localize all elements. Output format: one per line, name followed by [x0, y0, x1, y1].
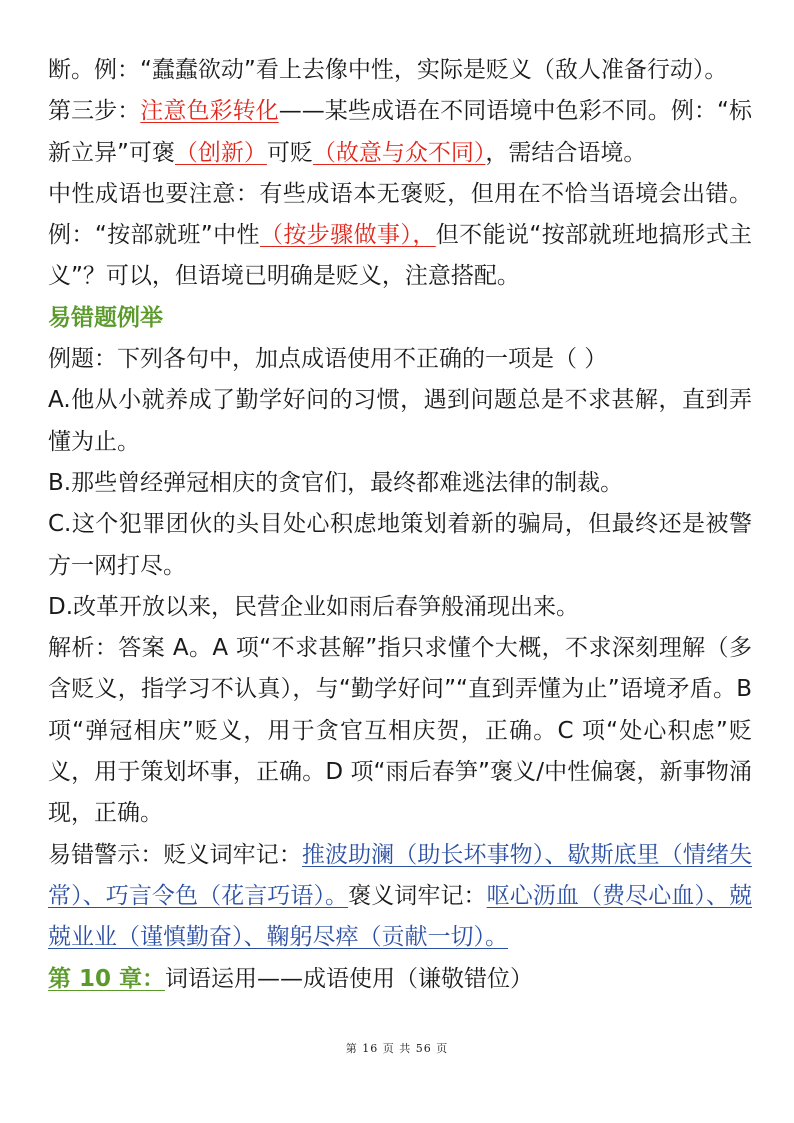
option-d: D.改革开放以来，民营企业如雨后春笋般涌现出来。 [48, 593, 580, 620]
neutral-note: （按步骤做事）， [259, 222, 436, 249]
warning-label: 易错警示：贬义词牢记： [48, 841, 302, 868]
step3-text: ——某些成语在不同语境中色彩不同。例：“标新立异”可褒 [48, 98, 753, 166]
option-c: C.这个犯罪团伙的头目处心积虑地策划着新的骗局，但最终还是被警方一网打尽。 [48, 511, 752, 579]
step3-label: 第三步： [48, 98, 141, 125]
question: 例题：下列各句中，加点成语使用不正确的一项是（ ） [48, 346, 608, 373]
warning [48, 835, 752, 959]
paragraph-neutral [48, 174, 752, 298]
step3-key-phrase: 注意色彩转化 [140, 98, 279, 125]
document-body [48, 50, 752, 1000]
paragraph-step3 [48, 91, 752, 174]
step3-text-2: 可贬 [266, 139, 313, 166]
step3-negative-note: （故意与众不同） [312, 139, 486, 166]
negative-idioms: 推波助澜（助长坏事物）、歇斯底里（情绪失常）、巧言令色（花言巧语）。 [48, 841, 753, 909]
option-b: B.那些曾经弹冠相庆的贪官们，最终都难逃法律的制裁。 [48, 469, 624, 496]
chapter-label: 第 10 章： [48, 965, 166, 992]
neutral-text-2: 但不能说“按部就班地搞形式主义”？可以，但语境已明确是贬义，注意搭配。 [48, 222, 753, 290]
paragraph-1 [48, 50, 752, 91]
positive-idioms: 呕心沥血（费尽心血）、兢兢业业（谨慎勤奋）、鞠躬尽瘁（贡献一切）。 [48, 882, 753, 951]
chapter-title: 词语运用——成语使用（谦敬错位） [165, 965, 534, 992]
paragraph-1-text: 断。例：“蠢蠢欲动”看上去像中性，实际是贬义（敌人准备行动）。 [48, 57, 728, 83]
step3-positive-note: （创新） [174, 139, 267, 166]
positive-label: 褒义词牢记： [348, 882, 487, 909]
page-footer: 第 16 页 共 56 页 [345, 1042, 449, 1055]
chapter-heading [48, 959, 752, 1000]
step3-text-3: ，需结合语境。 [485, 139, 647, 166]
neutral-text: 中性成语也要注意：有些成语本无褒贬，但用在不恰当语境会出错。例：“按部就班”中性 [48, 180, 752, 249]
analysis: 解析：答案 A。A 项“不求甚解”指只求懂个大概，不求深刻理解（多含贬义，指学习不认真），与“勤学好问”“直到弄懂为止”语境矛盾。B 项“弹冠相庆”贬义，用于贪官互相庆贺，正确。C 项“处心积虑”贬义，用于策划坏事，正确。D 项“雨后春笋”褒义/中性偏褒，新事物涌现，正确。 [48, 635, 752, 827]
option-a: A.他从小就养成了勤学好问的习惯，遇到问题总是不求甚解，直到弄懂为止。 [48, 387, 752, 455]
section-heading: 易错题例举 [48, 304, 163, 331]
